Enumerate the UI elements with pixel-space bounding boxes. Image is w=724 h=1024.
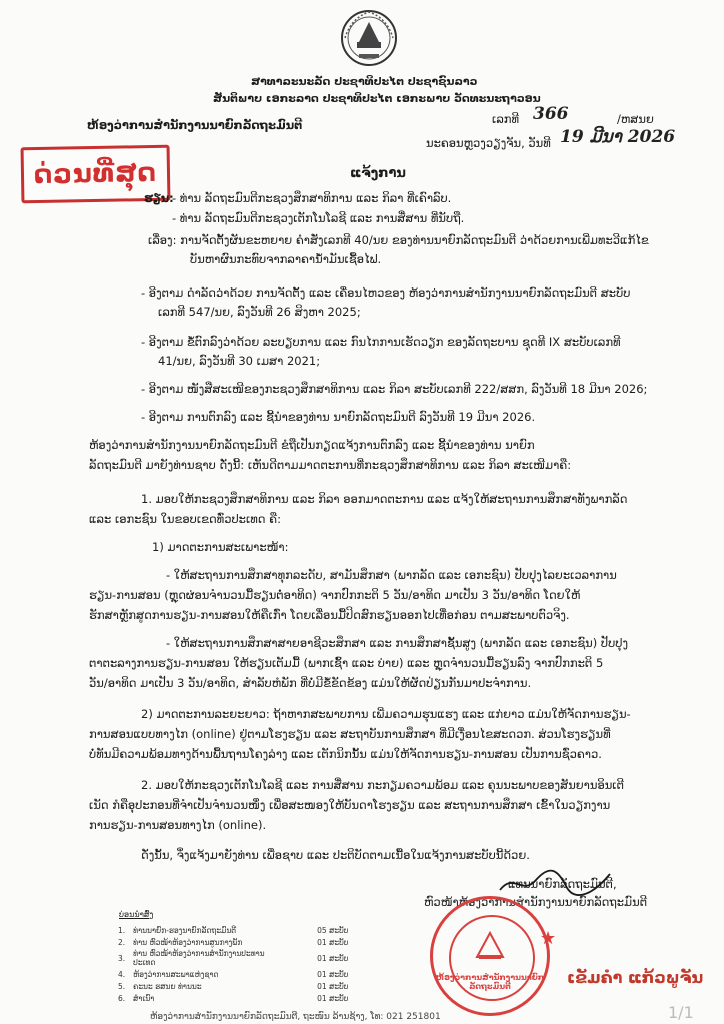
distribution-recipient: ທ່ານ ຫົວໜ້າຫ້ອງວ່າການສຳນັກງານປະທານປະເທດ — [133, 949, 265, 967]
distribution-row — [114, 924, 352, 936]
motto-heading: ສັນຕິພາບ ເອກະລາດ ປະຊາທິປະໄຕ ເອກະພາບ ວັດທະນະຖາວອນ — [213, 92, 541, 105]
doc-number-suffix: /ຫສນຍ — [617, 112, 654, 126]
distribution-row — [114, 948, 352, 968]
notice-title: ແຈ້ງການ — [350, 166, 406, 181]
point-2-line-3: ການຮຽນ-ການສອນທາງໄກ (online). — [89, 818, 267, 832]
sub-point-2-line-1: 2) ມາດຕະການລະຍະຍາວ: ຖ້າຫາກສະພາບການ ເພີ່ມຄວາມຮຸນແຮງ ແລະ ແກ່ຍາວ ແມ່ນໃຫ້ຈັດການຮຽນ- — [141, 707, 631, 721]
distribution-no: 2. — [118, 937, 126, 947]
distribution-recipient: ທ່ານ ຫົວໜ້າຫ້ອງວ່າການສູນກາງພັກ — [133, 937, 243, 947]
distribution-count: 01 ສະບັບ — [317, 981, 349, 991]
sub-point-2-line-3: ບໍ່ທັນມີຄວາມພ້ອມທາງດ້ານພື້ນຖານໂຄງລ່າງ ແລະ ເຕັກນິກນັ້ນ ແມ່ນໃຫ້ຈັດການຮຽນ-ການສອນ ເປັນການຊົ່ວຄາວ. — [89, 747, 602, 761]
sub-point-1b-line-2: ຕາຕະລາງການຮຽນ-ການສອນ ໃຫ້ຮຽນເຕັມມື້ (ພາກເຊົ້າ ແລະ ບ່າຍ) ແລະ ຫຼຸດຈຳນວນມື້ຮຽນລົງ ຈາກປົກກະຕິ 5 — [89, 656, 604, 670]
sub-point-1b-line-3: ວັນ/ອາທິດ ມາເປັນ 3 ວັນ/ອາທິດ, ສຳລັບຫໍພັກ ທີ່ບໍ່ມີຂໍ້ຂັດຂ້ອງ ແມ່ນໃຫ້ຜັດປ່ຽນກັນມາປະຈຳການ. — [89, 676, 532, 690]
closing-statement: ດັ່ງນັ້ນ, ຈຶ່ງແຈ້ງມາຍັງທ່ານ ເພື່ອຊາບ ແລະ ປະຕິບັດຕາມເນື້ອໃນແຈ້ງການສະບັບນີ້ດ້ວຍ. — [141, 848, 530, 862]
urgent-stamp: ດ່ວນທີ່ສຸດ — [21, 145, 171, 204]
reference-2a: - ອີງຕາມ ຂໍ້ຕົກລົງວ່າດ້ວຍ ລະບຽບການ ແລະ ກົນໄກການເຮັດວຽກ ຂອງລັດຖະບານ ຊຸດທີ IX ສະບັບເລກທີ — [141, 335, 621, 349]
reference-4: - ອີງຕາມ ການຕົກລົງ ແລະ ຊີ້ນຳຂອງທ່ານ ນາຍົກລັດຖະມົນຕີ ລົງວັນທີ 19 ມີນາ 2026. — [141, 410, 536, 424]
distribution-recipient: ທ່ານນາຍົກ-ຮອງນາຍົກລັດຖະມົນຕີ — [133, 925, 237, 935]
reference-1b: ເລກທີ 547/ນຍ, ລົງວັນທີ 26 ສິງຫາ 2025; — [158, 305, 361, 319]
seal-emblem-icon — [471, 929, 509, 963]
distribution-row — [114, 936, 352, 948]
republic-heading: ສາທາລະນະລັດ ປະຊາທິປະໄຕ ປະຊາຊົນລາວ — [251, 75, 478, 88]
signatory-name: ເຂັມຄຳ ແກ້ວພູຈັນ — [567, 968, 704, 987]
sub-point-1a-line-3: ຮັກສາຫຼັກສູດການຮຽນ-ການສອນໃຫ້ຄືເກົ່າ ໂດຍເລື່ອນມື້ປິດສົກຮຽນອອກໄປເທື່ອກ່ອນ ຕາມສະພາບຕົວຈິງ. — [89, 608, 570, 622]
distribution-count: 01 ສະບັບ — [317, 953, 349, 963]
sub-point-1b-line-1: - ໃຫ້ສະຖານການສຶກສາສາຍອາຊີວະສຶກສາ ແລະ ການສຶກສາຊັ້ນສູງ (ພາກລັດ ແລະ ເອກະຊົນ) ປັບປຸງ — [166, 636, 629, 650]
distribution-table — [114, 924, 352, 1004]
distribution-recipient: ສຳເນົາ — [133, 993, 155, 1003]
sub-point-1a-line-2: ຮຽນ-ການສອນ (ຫຼຸດຜ່ອນຈຳນວນມື້ຮຽນຕໍ່ອາທິດ) ຈາກປົກກະຕິ 5 ວັນ/ອາທິດ ມາເປັນ 3 ວັນ/ອາທິດ ໂດຍໃຫ້ — [89, 588, 581, 602]
distribution-no: 4. — [118, 969, 126, 979]
place-date-label: ນະຄອນຫຼວງວຽງຈັນ, ວັນທີ — [426, 136, 551, 150]
distribution-no: 1. — [118, 925, 126, 935]
signatory-on-behalf: ແທນນາຍົກລັດຖະມົນຕີ, — [508, 877, 617, 891]
seal-star-icon: ★ — [540, 928, 557, 949]
distribution-row — [114, 968, 352, 980]
distribution-heading: ບ່ອນນຳສົ່ງ — [119, 910, 154, 919]
point-2-line-1: 2. ມອບໃຫ້ກະຊວງເຕັກໂນໂລຊີ ແລະ ການສື່ສານ ກະກຽມຄວາມພ້ອມ ແລະ ຄຸນນະພາບຂອງສັນຍານອິນເຕີ — [141, 778, 624, 792]
distribution-no: 5. — [118, 981, 126, 991]
reference-3: - ອີງຕາມ ໜັງສືສະເໜີຂອງກະຊວງສຶກສາທິການ ແລະ ກິລາ ສະບັບເລກທີ 222/ສສກ, ລົງວັນທີ 18 ມີນາ 2026; — [141, 382, 648, 396]
sub-point-2-line-2: ການສອນແບບທາງໄກ (online) ຢູ່ຕາມໂຮງຮຽນ ແລະ ສະຖາບັນການສຶກສາ ທີ່ມີເງື່ອນໄຂສະດວກ. ສ່ວນໂຮງຮຽນທີ່ — [89, 727, 611, 741]
distribution-recipient: ຫ້ອງວ່າການສະພາແຫ່ງຊາດ — [133, 969, 219, 979]
distribution-count: 05 ສະບັບ — [317, 925, 349, 935]
distribution-no: 6. — [118, 993, 126, 1003]
intro-line-1: ຫ້ອງວ່າການສຳນັກງານນາຍົກລັດຖະມົນຕີ ຂໍຖືເປັນກຽດແຈ້ງການຕົກລົງ ແລະ ຊີ້ນຳຂອງທ່ານ ນາຍົກ — [89, 438, 535, 452]
point-1-line-1: 1. ມອບໃຫ້ກະຊວງສຶກສາທິການ ແລະ ກິລາ ອອກມາດຕະການ ແລະ ແຈ້ງໃຫ້ສະຖານການສຶກສາທັງພາກລັດ — [141, 492, 628, 506]
distribution-no: 3. — [118, 953, 126, 963]
doc-date-value: 19 ມີນາ 2026 — [560, 127, 676, 147]
doc-number-label: ເລກທີ — [492, 112, 520, 126]
official-seal — [430, 896, 550, 1016]
handwritten-signature — [496, 866, 616, 902]
doc-number-value: 366 — [533, 104, 569, 124]
intro-line-2: ລັດຖະມົນຕີ ມາຍັງທ່ານຊາບ ດັ່ງນີ້: ເຫັນດີຕາມມາດຕະການທີ່ກະຊວງສຶກສາທິການ ແລະ ກິລາ ສະເໜີມາຄື: — [89, 458, 572, 472]
distribution-count: 01 ສະບັບ — [317, 969, 349, 979]
national-emblem-icon — [337, 8, 401, 68]
seal-text: ຫ້ອງວ່າການສຳນັກງານນາຍົກລັດຖະມົນຕີ — [435, 973, 545, 991]
reference-1a: - ອີງຕາມ ດຳລັດວ່າດ້ວຍ ການຈັດຕັ້ງ ແລະ ເຄື່ອນໄຫວຂອງ ຫ້ອງວ່າການສຳນັກງານນາຍົກລັດຖະມົນຕີ ສະບັບ — [141, 286, 631, 300]
sub-point-1a-line-1: - ໃຫ້ສະຖານການສຶກສາທຸກລະດັບ, ສາມັນສຶກສາ (ພາກລັດ ແລະ ເອກະຊົນ) ປັບປຸງໄລຍະເວລາການ — [166, 568, 617, 582]
reference-2b: 41/ນຍ, ລົງວັນທີ 30 ເມສາ 2021; — [158, 354, 321, 368]
footer-address: ຫ້ອງວ່າການສຳນັກງານນາຍົກລັດຖະມົນຕີ, ຖະໜົນ ລ້ານຊ້າງ, ໂທ: 021 251801 — [150, 1012, 441, 1022]
distribution-row — [114, 992, 352, 1004]
issuing-office: ຫ້ອງວ່າການສຳນັກງານນາຍົກລັດຖະມົນຕີ — [87, 118, 303, 132]
page-marker: 1/1 — [668, 1003, 694, 1022]
sub-point-1-heading: 1) ມາດຕະການສະເພາະໜ້າ: — [152, 540, 289, 554]
subject-line-1: ເລື່ອງ: ການຈັດຕັ້ງຜັນຂະຫຍາຍ ຄຳສັ່ງເລກທີ 40/ນຍ ຂອງທ່ານນາຍົກລັດຖະມົນຕີ ວ່າດ້ວຍການເພີ່ມທະວີແກ້ໄຂ — [148, 233, 649, 247]
recipient-1: - ທ່ານ ລັດຖະມົນຕີກະຊວງສຶກສາທິການ ແລະ ກິລາ ທີ່ເຄົາລົບ. — [172, 191, 452, 205]
distribution-count: 01 ສະບັບ — [317, 993, 349, 1003]
distribution-row — [114, 980, 352, 992]
recipient-2: - ທ່ານ ລັດຖະມົນຕີກະຊວງເຕັກໂນໂລຊີ ແລະ ການສື່ສານ ທີ່ນັບຖື. — [172, 211, 465, 225]
recipients-label: ຮຽນ: — [144, 191, 174, 205]
distribution-recipient: ຄະນະ ຮສນຍ ທ່ານນະ — [133, 981, 202, 991]
distribution-count: 01 ສະບັບ — [317, 937, 349, 947]
signatory-title: ຫົວໜ້າຫ້ອງວ່າການສຳນັກງານນາຍົກລັດຖະມົນຕີ — [424, 895, 648, 909]
point-1-line-2: ແລະ ເອກະຊົນ ໃນຂອບເຂດທົ່ວປະເທດ ຄື: — [89, 512, 281, 526]
subject-line-2: ບັນຫາຜົນກະທົບຈາກລາຄານ້ຳມັນເຊື້ອໄຟ. — [190, 252, 382, 266]
point-2-line-2: ເນັດ ກໍຄືອຸປະກອນທີ່ຈຳເປັນຈຳນວນໜຶ່ງ ເພື່ອສະໜອງໃຫ້ບັນດາໂຮງຮຽນ ແລະ ສະຖານການສຶກສາ ເຂົ້າໃນວຽກງານ — [89, 798, 611, 812]
